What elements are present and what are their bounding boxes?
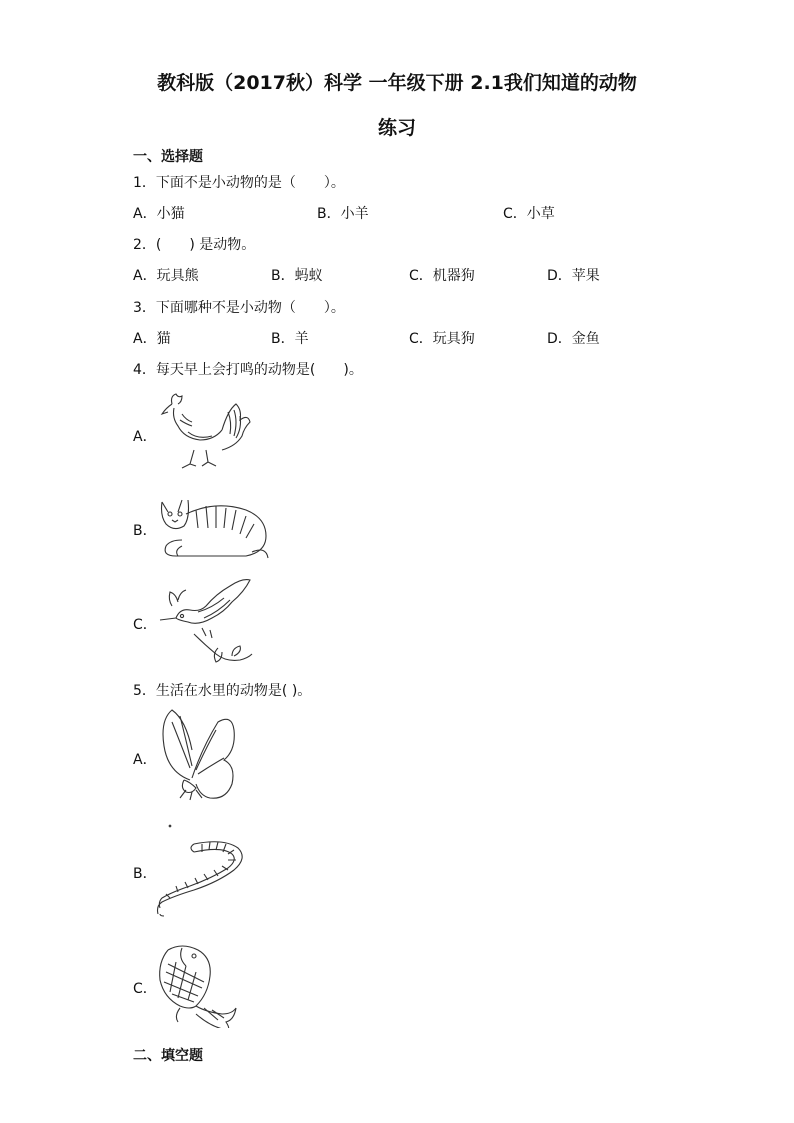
page-title: 教科版（2017秋）科学 一年级下册 2.1我们知道的动物 <box>157 72 637 94</box>
question-2-option-a: A．玩具熊 <box>133 268 199 284</box>
question-2-option-d: D．苹果 <box>547 268 600 284</box>
section-heading-fill: 二、填空题 <box>133 1048 203 1064</box>
question-3-option-c: C．玩具狗 <box>409 331 475 347</box>
question-3-stem: 3．下面哪种不是小动物（ ）。 <box>133 300 345 316</box>
question-4-stem: 4．每天早上会打鸣的动物是( )。 <box>133 362 363 378</box>
question-2-stem: 2．( ) 是动物。 <box>133 237 256 253</box>
question-3-option-b: B．羊 <box>271 331 309 347</box>
cat-icon <box>156 494 272 560</box>
question-3-option-a: A．猫 <box>133 331 171 347</box>
question-2-option-b: B．蚂蚁 <box>271 268 323 284</box>
question-2-option-c: C．机器狗 <box>409 268 475 284</box>
question-1-option-b: B．小羊 <box>317 206 369 222</box>
question-1-option-c: C．小草 <box>503 206 555 222</box>
question-5-option-a: A． <box>133 752 157 768</box>
question-1-stem: 1．下面不是小动物的是（ ）。 <box>133 175 345 191</box>
rooster-icon <box>158 392 254 474</box>
question-4-option-a: A． <box>133 429 157 445</box>
page-subtitle: 练习 <box>377 117 416 139</box>
question-3-option-d: D．金鱼 <box>547 331 600 347</box>
section-heading-choice: 一、选择题 <box>133 149 203 165</box>
question-5-stem: 5．生活在水里的动物是( )。 <box>133 683 312 699</box>
fish-icon <box>156 942 240 1028</box>
earthworm-icon <box>150 822 250 918</box>
question-4-option-b: B． <box>133 523 157 539</box>
butterfly-icon <box>160 708 240 802</box>
question-4-option-c: C． <box>133 617 157 633</box>
bird-on-branch-icon <box>158 576 254 668</box>
question-1-option-a: A．小猫 <box>133 206 185 222</box>
question-5-option-b: B． <box>133 866 157 882</box>
question-5-option-c: C． <box>133 981 157 997</box>
